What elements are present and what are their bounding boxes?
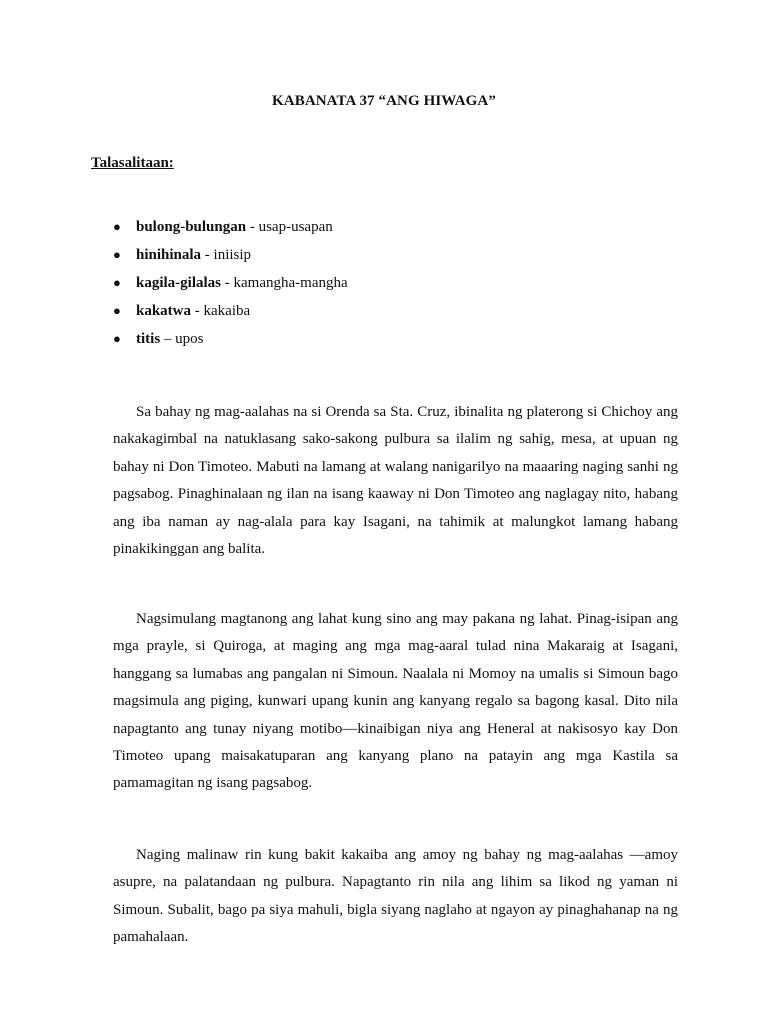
vocabulary-meaning: iniisip (213, 247, 252, 263)
bullet-icon: ● (113, 219, 121, 234)
vocabulary-separator: - (191, 303, 204, 319)
body-paragraph: Nagsimulang magtanong ang lahat kung sino ang may pakana ng lahat. Pinag-isipan ang mga prayle, si Quiroga, at maging ang mga mag-aaral tulad nina Makaraig at Isagani, hanggang sa lumabas ang pangalan ni Simoun. Naalala ni Momoy na umalis si Simoun bago magsimula ang piging, kunwari upang kunin ang kanyang regalo sa bagong kasal. Dito nila napagtanto ang tunay niyang motibo—kinaibigan niya ang Heneral at nakisosyo kay Don Timoteo upang maisakatuparan ang kanyang plano na patayin ang mga Kastila sa pamamagitan ng isang pagsabog. (113, 611, 678, 792)
vocabulary-meaning: kakaiba (203, 303, 251, 319)
vocabulary-term: kakatwa (136, 303, 192, 319)
vocabulary-separator: - (246, 219, 259, 235)
vocabulary-term: bulong-bulungan (136, 219, 247, 235)
vocabulary-separator: - (221, 275, 234, 291)
bullet-icon: ● (113, 331, 121, 346)
vocabulary-meaning: kamangha-mangha (233, 275, 348, 291)
vocabulary-heading: Talasalitaan: (91, 155, 174, 171)
vocabulary-item (113, 300, 348, 328)
body-paragraph: Sa bahay ng mag-aalahas na si Orenda sa Sta. Cruz, ibinalita ng platerong si Chichoy ang nakakagimbal na natuklasang sako-sakong pulbura sa ilalim ng sahig, mesa, at upuan ng bahay ni Don Timoteo. Mabuti na lamang at walang nanigarilyo na maaaring naging sanhi ng pagsabog. Pinaghinalaan ng ilan na isang kaaway ni Don Timoteo ang naglagay nito, habang ang iba naman ay nag-alala para kay Isagani, na tahimik at malungkot lamang habang pinakikinggan ang balita. (113, 404, 678, 558)
vocabulary-item (113, 216, 348, 244)
bullet-icon: ● (113, 247, 121, 262)
body-paragraph: Naging malinaw rin kung bakit kakaiba ang amoy ng bahay ng mag-aalahas —amoy asupre, na palatandaan ng pulbura. Napagtanto rin nila ang lihim sa likod ng yaman ni Simoun. Subalit, bago pa siya mahuli, bigla siyang naglaho at ngayon ay pinaghahanap na ng pamahalaan. (113, 847, 678, 946)
vocabulary-term: titis (136, 331, 161, 347)
vocabulary-item (113, 244, 348, 272)
vocabulary-meaning: upos (175, 331, 204, 347)
chapter-title: KABANATA 37 “ANG HIWAGA” (272, 93, 496, 109)
bullet-icon: ● (113, 303, 121, 318)
vocabulary-separator: - (201, 247, 214, 263)
vocabulary-item (113, 272, 348, 300)
vocabulary-item (113, 328, 348, 356)
vocabulary-term: hinihinala (136, 247, 202, 263)
vocabulary-meaning: usap-usapan (258, 219, 333, 235)
vocabulary-list (113, 216, 348, 356)
bullet-icon: ● (113, 275, 121, 290)
vocabulary-term: kagila-gilalas (136, 275, 222, 291)
vocabulary-separator: – (160, 331, 176, 347)
